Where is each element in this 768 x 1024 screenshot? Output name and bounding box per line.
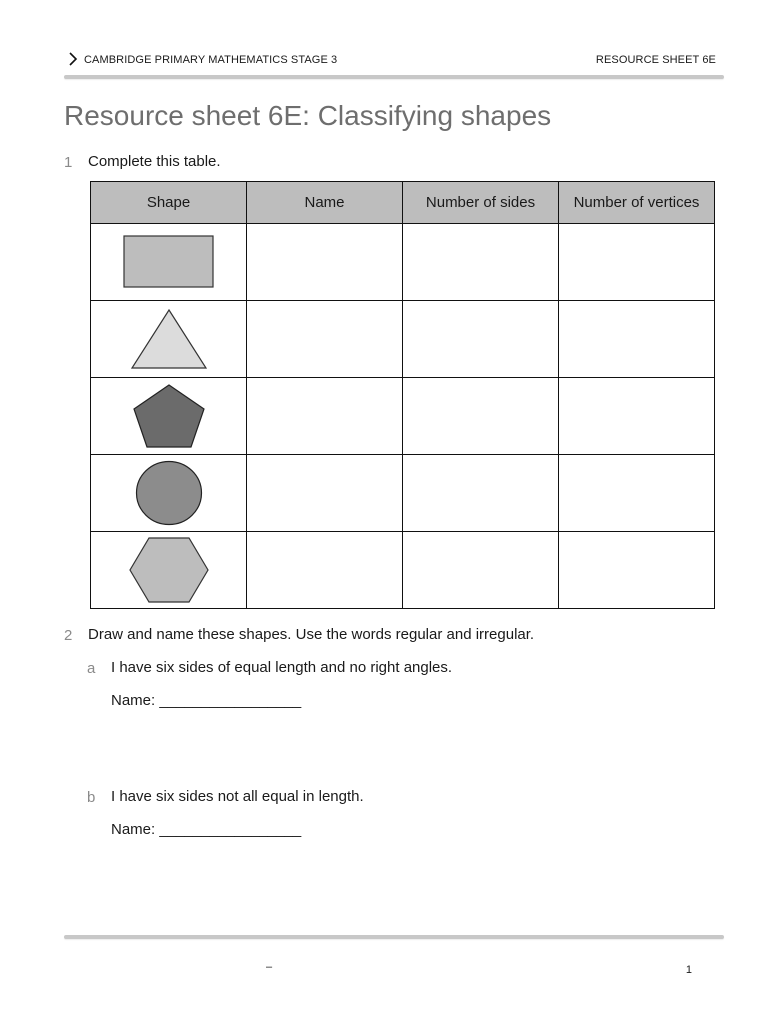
question-2b-label: b xyxy=(87,789,96,806)
question-2b-name-line[interactable]: Name: _________________ xyxy=(111,821,302,838)
question-2-number: 2 xyxy=(64,627,73,644)
table-row xyxy=(91,378,715,455)
table-row xyxy=(91,455,715,532)
triangle-shape xyxy=(130,308,208,370)
page-title: Resource sheet 6E: Classifying shapes xyxy=(64,100,552,131)
header-sheet-id: RESOURCE SHEET 6E xyxy=(595,54,716,66)
header-sides: Number of sides xyxy=(403,182,559,224)
sides-cell[interactable] xyxy=(403,224,559,301)
chevron-right-icon xyxy=(68,52,78,66)
table-row xyxy=(91,532,715,609)
shape-cell xyxy=(91,455,247,532)
vertices-cell[interactable] xyxy=(559,455,715,532)
footer-dash: – xyxy=(266,961,273,973)
hexagon-shape xyxy=(128,536,210,604)
name-cell[interactable] xyxy=(247,301,403,378)
table-header-row xyxy=(91,182,715,224)
question-2a-label: a xyxy=(87,660,96,677)
table-row xyxy=(91,224,715,301)
question-2a-name-line[interactable]: Name: _________________ xyxy=(111,692,302,709)
shape-cell xyxy=(91,301,247,378)
name-cell[interactable] xyxy=(247,532,403,609)
rectangle-shape xyxy=(123,235,215,289)
page-number: 1 xyxy=(685,964,692,976)
vertices-cell[interactable] xyxy=(559,224,715,301)
header-shape: Shape xyxy=(91,182,247,224)
vertices-cell[interactable] xyxy=(559,301,715,378)
sides-cell[interactable] xyxy=(403,455,559,532)
question-1-text: Complete this table. xyxy=(88,153,221,170)
header-name: Name xyxy=(247,182,403,224)
table-row xyxy=(91,301,715,378)
header-vertices: Number of vertices xyxy=(559,182,715,224)
question-2-text: Draw and name these shapes. Use the words regular and irregular. xyxy=(88,626,535,643)
shape-cell xyxy=(91,378,247,455)
shape-cell xyxy=(91,532,247,609)
question-2b-text: I have six sides not all equal in length. xyxy=(111,788,364,805)
name-cell[interactable] xyxy=(247,224,403,301)
pentagon-shape xyxy=(132,383,206,449)
shape-cell xyxy=(91,224,247,301)
shapes-table xyxy=(90,181,715,609)
question-2a-text: I have six sides of equal length and no right angles. xyxy=(111,659,453,676)
sides-cell[interactable] xyxy=(403,301,559,378)
name-cell[interactable] xyxy=(247,378,403,455)
question-1-number: 1 xyxy=(64,154,73,171)
vertices-cell[interactable] xyxy=(559,378,715,455)
header-course-title: CAMBRIDGE PRIMARY MATHEMATICS STAGE 3 xyxy=(84,54,338,66)
header-divider xyxy=(64,75,724,79)
footer-divider xyxy=(64,935,724,939)
name-cell[interactable] xyxy=(247,455,403,532)
vertices-cell[interactable] xyxy=(559,532,715,609)
sides-cell[interactable] xyxy=(403,378,559,455)
sides-cell[interactable] xyxy=(403,532,559,609)
circle-shape xyxy=(135,460,203,526)
